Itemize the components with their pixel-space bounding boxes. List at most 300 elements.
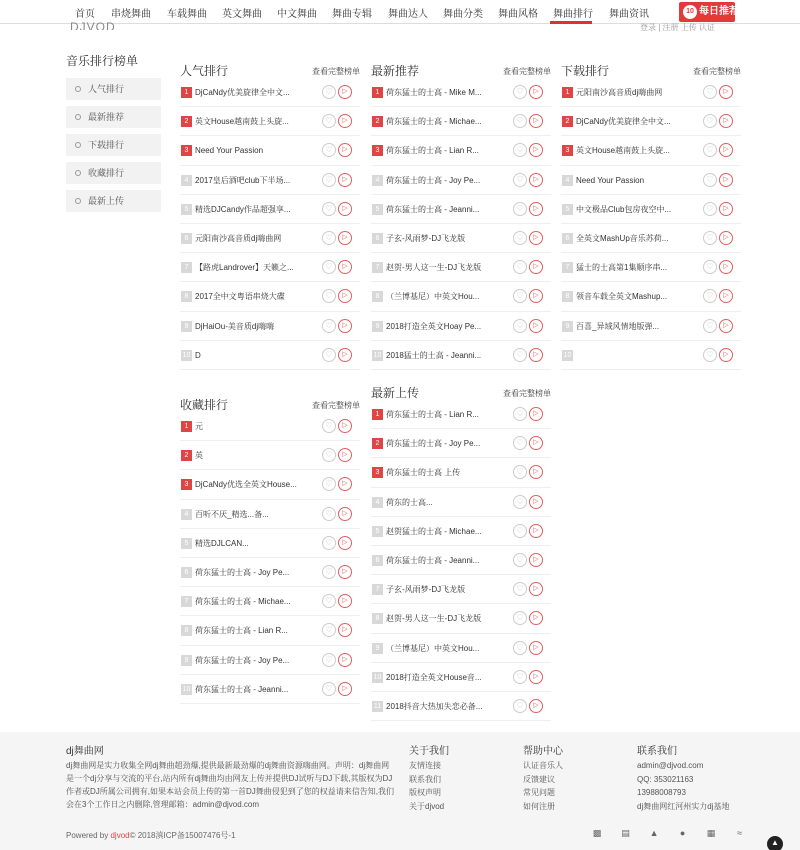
nav-item-style[interactable]: 舞曲风格 <box>498 9 538 20</box>
like-icon[interactable]: ♡ <box>703 114 717 128</box>
rank-badge: 3 <box>372 145 383 156</box>
song-row[interactable] <box>561 224 741 253</box>
song-title[interactable]: Need Your Passion <box>195 146 264 156</box>
like-icon[interactable]: ♡ <box>513 582 527 596</box>
song-title[interactable]: 英文House越南鼓上头旋... <box>576 146 670 156</box>
song-row[interactable] <box>180 441 360 470</box>
like-icon[interactable]: ♡ <box>322 202 336 216</box>
song-row[interactable] <box>371 429 551 458</box>
sidebar-item-upload[interactable] <box>66 190 161 212</box>
song-row[interactable] <box>180 166 360 195</box>
song-title[interactable] <box>576 350 699 361</box>
view-full-list-link[interactable]: 查看完整榜单 <box>503 389 551 398</box>
radio-icon <box>75 142 81 148</box>
rank-badge: 5 <box>181 204 192 215</box>
song-title[interactable]: 元阳南沙高音质dj嗨曲网 <box>195 233 282 243</box>
song-title[interactable]: DjCaNdy优美旋律全中文... <box>195 88 290 97</box>
contact-base: dj舞曲网红河州实力dj基地 <box>637 801 730 811</box>
footer-column-title: 关于我们 <box>409 746 449 757</box>
copyright <box>66 830 236 841</box>
like-icon[interactable]: ♡ <box>703 202 717 216</box>
play-icon[interactable]: ▷ <box>529 85 543 99</box>
footer-help-column <box>523 742 563 813</box>
song-title[interactable]: 2018猛士的士高 - Jeanni... <box>386 350 482 360</box>
song-title[interactable]: 2018打造全英文Hoay Pe... <box>386 321 482 331</box>
rank-badge: 5 <box>181 538 192 549</box>
rank-badge: 2 <box>372 116 383 127</box>
android-icon: ▲ <box>649 828 659 838</box>
view-full-list-link[interactable]: 查看完整榜单 <box>693 67 741 76</box>
song-row[interactable] <box>371 253 551 282</box>
song-row[interactable] <box>180 136 360 165</box>
play-icon[interactable]: ▷ <box>338 202 352 216</box>
song-row[interactable] <box>180 587 360 616</box>
song-title[interactable]: 荷东猛士的士高 - Jeanni... <box>195 684 289 694</box>
play-icon[interactable]: ▷ <box>719 289 733 303</box>
rank-badge: 1 <box>372 87 383 98</box>
song-title[interactable]: 子玄-风雨梦-DJ飞龙版 <box>386 585 466 595</box>
like-icon[interactable]: ♡ <box>513 260 527 274</box>
play-icon[interactable]: ▷ <box>719 348 733 362</box>
song-title[interactable]: 荷东猛士的士高 - Michae... <box>195 597 291 607</box>
radio-icon <box>75 86 81 92</box>
rank-badge: 4 <box>181 509 192 520</box>
like-icon[interactable]: ♡ <box>322 594 336 608</box>
rank-badge: 1 <box>181 421 192 432</box>
play-icon[interactable]: ▷ <box>529 611 543 625</box>
like-icon[interactable]: ♡ <box>513 319 527 333</box>
song-row[interactable] <box>561 78 741 107</box>
like-icon[interactable]: ♡ <box>513 524 527 538</box>
nav-item-car[interactable]: 车载舞曲 <box>167 9 207 20</box>
play-icon[interactable]: ▷ <box>529 465 543 479</box>
rank-badge: 6 <box>181 233 192 244</box>
song-title[interactable]: 荷东猛士的士高 - Joy Pe... <box>386 439 481 449</box>
play-icon[interactable]: ▷ <box>719 260 733 274</box>
play-icon[interactable]: ▷ <box>529 319 543 333</box>
song-row[interactable] <box>371 136 551 165</box>
play-icon[interactable]: ▷ <box>529 231 543 245</box>
nav-item-master[interactable]: 舞曲达人 <box>388 9 428 20</box>
song-title[interactable]: Need Your Passion <box>576 175 645 185</box>
like-icon[interactable]: ♡ <box>322 448 336 462</box>
rank-badge: 9 <box>181 321 192 332</box>
rank-badge: 9 <box>562 321 573 332</box>
song-row[interactable] <box>371 400 551 429</box>
play-icon[interactable]: ▷ <box>529 143 543 157</box>
song-row[interactable] <box>371 692 551 721</box>
view-full-list-link[interactable]: 查看完整榜单 <box>312 67 360 76</box>
song-title[interactable]: 猛士的士高第1集顺序串... <box>576 263 668 273</box>
song-row[interactable] <box>180 282 360 311</box>
play-icon[interactable]: ▷ <box>719 143 733 157</box>
song-title[interactable]: D <box>195 350 201 360</box>
back-to-top-button[interactable]: ▲ <box>767 836 783 850</box>
nav-item-news[interactable]: 舞曲资讯 <box>609 9 649 20</box>
like-icon[interactable]: ♡ <box>322 85 336 99</box>
like-icon[interactable]: ♡ <box>513 611 527 625</box>
song-row[interactable] <box>180 312 360 341</box>
song-row[interactable] <box>180 107 360 136</box>
rank-badge: 2 <box>181 116 192 127</box>
column-header <box>180 58 360 78</box>
like-icon[interactable]: ♡ <box>513 348 527 362</box>
like-icon[interactable]: ♡ <box>513 114 527 128</box>
play-icon[interactable]: ▷ <box>338 682 352 696</box>
column-header <box>371 58 551 78</box>
play-icon[interactable]: ▷ <box>338 594 352 608</box>
song-title[interactable]: DjCaNdy优美旋律全中文... <box>576 117 671 127</box>
song-row[interactable] <box>561 195 741 224</box>
song-row[interactable] <box>371 224 551 253</box>
like-icon[interactable]: ♡ <box>513 670 527 684</box>
play-icon[interactable]: ▷ <box>338 85 352 99</box>
view-full-list-link[interactable]: 查看完整榜单 <box>503 67 551 76</box>
sidebar-item-label: 下载排行 <box>88 140 125 150</box>
like-icon[interactable]: ♡ <box>513 202 527 216</box>
sidebar-item-latest[interactable] <box>66 106 161 128</box>
play-icon[interactable]: ▷ <box>529 202 543 216</box>
song-row[interactable] <box>180 412 360 441</box>
like-icon[interactable]: ♡ <box>322 536 336 550</box>
ranking-column-latest <box>371 58 551 370</box>
like-icon[interactable]: ♡ <box>513 231 527 245</box>
play-icon[interactable]: ▷ <box>719 319 733 333</box>
like-icon[interactable]: ♡ <box>322 173 336 187</box>
song-row[interactable] <box>371 663 551 692</box>
song-row[interactable] <box>371 78 551 107</box>
like-icon[interactable]: ♡ <box>703 231 717 245</box>
song-row[interactable] <box>371 107 551 136</box>
like-icon[interactable]: ♡ <box>322 653 336 667</box>
play-icon[interactable]: ▷ <box>719 173 733 187</box>
song-title[interactable]: 领音车载全英文Mashup... <box>576 292 668 302</box>
site-footer <box>0 732 800 850</box>
song-title[interactable]: 荷东猛士的士高 - Lian R... <box>386 410 479 419</box>
rank-badge: 7 <box>562 262 573 273</box>
play-icon[interactable]: ▷ <box>338 348 352 362</box>
rank-badge: 10 <box>182 351 191 359</box>
song-row[interactable] <box>371 575 551 604</box>
rank-badge: 6 <box>372 233 383 244</box>
song-title[interactable]: 英文House越南鼓上头旋... <box>195 117 289 127</box>
footer-link[interactable]: 常见问题 <box>523 788 555 797</box>
play-icon[interactable]: ▷ <box>338 565 352 579</box>
play-icon[interactable]: ▷ <box>529 582 543 596</box>
song-row[interactable] <box>561 312 741 341</box>
song-title[interactable]: 赵贺-男人这一生-DJ飞龙版 <box>386 263 482 273</box>
play-icon[interactable]: ▷ <box>719 85 733 99</box>
like-icon[interactable]: ♡ <box>322 348 336 362</box>
rank-badge: 8 <box>372 291 383 302</box>
song-row[interactable] <box>371 312 551 341</box>
rank-badge: 4 <box>562 175 573 186</box>
like-icon[interactable]: ♡ <box>322 419 336 433</box>
song-row[interactable] <box>371 341 551 370</box>
song-title[interactable]: 【路虎Landrover】天籁之... <box>195 263 294 273</box>
play-icon[interactable]: ▷ <box>529 114 543 128</box>
play-icon[interactable]: ▷ <box>338 173 352 187</box>
rank-badge: 1 <box>181 87 192 98</box>
like-icon[interactable]: ♡ <box>703 143 717 157</box>
song-title[interactable]: 百听不厌_精选...备... <box>195 509 269 519</box>
like-icon[interactable]: ♡ <box>703 260 717 274</box>
song-title[interactable]: 2017全中文粤语串烧大碟 <box>195 292 285 302</box>
like-icon[interactable]: ♡ <box>703 173 717 187</box>
play-icon[interactable]: ▷ <box>338 319 352 333</box>
song-row[interactable] <box>371 546 551 575</box>
like-icon[interactable]: ♡ <box>322 143 336 157</box>
sidebar-item-label: 最新上传 <box>88 196 125 206</box>
play-icon[interactable]: ▷ <box>529 641 543 655</box>
song-row[interactable] <box>561 282 741 311</box>
play-icon[interactable]: ▷ <box>338 231 352 245</box>
nav-item-album[interactable]: 舞曲专辑 <box>332 9 372 20</box>
song-title[interactable]: 2017皇后酒吧club下半场... <box>195 175 291 185</box>
song-title[interactable]: （兰博基尼）中英文Hou... <box>386 292 480 302</box>
song-row[interactable] <box>180 616 360 645</box>
footer-contact-column <box>637 742 729 813</box>
rank-badge: 3 <box>181 145 192 156</box>
like-icon[interactable]: ♡ <box>513 173 527 187</box>
like-icon[interactable]: ♡ <box>322 231 336 245</box>
song-row[interactable] <box>180 646 360 675</box>
like-icon[interactable]: ♡ <box>322 682 336 696</box>
like-icon[interactable]: ♡ <box>322 507 336 521</box>
song-title[interactable]: 荷东猛士的士高 - Jeanni... <box>386 204 480 214</box>
play-icon[interactable]: ▷ <box>719 231 733 245</box>
play-icon[interactable]: ▷ <box>529 699 543 713</box>
song-title[interactable]: 子玄-风雨梦-DJ飞龙版 <box>386 233 466 243</box>
like-icon[interactable]: ♡ <box>513 699 527 713</box>
song-row[interactable] <box>180 341 360 370</box>
song-row[interactable] <box>371 282 551 311</box>
rank-badge: 6 <box>372 555 383 566</box>
play-icon[interactable]: ▷ <box>338 448 352 462</box>
song-row[interactable] <box>180 470 360 499</box>
song-title[interactable]: 荷东猛士的士高 - Lian R... <box>386 146 479 156</box>
column-header <box>180 392 360 412</box>
sidebar-item-favorite[interactable] <box>66 162 161 184</box>
nav-item-ranking[interactable]: 舞曲排行 <box>553 9 593 20</box>
like-icon[interactable]: ♡ <box>513 436 527 450</box>
song-row[interactable] <box>371 195 551 224</box>
html5-icon: ▩ <box>592 828 602 838</box>
song-row[interactable] <box>371 634 551 663</box>
song-row[interactable] <box>180 529 360 558</box>
rank-badge: 9 <box>372 321 383 332</box>
play-icon[interactable]: ▷ <box>529 348 543 362</box>
rank-badge: 2 <box>562 116 573 127</box>
footer-about-site <box>66 742 396 811</box>
like-icon[interactable]: ♡ <box>513 465 527 479</box>
rank-badge: 1 <box>372 409 383 420</box>
play-icon[interactable]: ▷ <box>338 507 352 521</box>
like-icon[interactable]: ♡ <box>322 319 336 333</box>
nav-item-home[interactable]: 首页 <box>75 9 95 20</box>
rank-badge: 7 <box>372 584 383 595</box>
copyright-prefix: Powered by <box>66 831 111 840</box>
rank-badge: 9 <box>181 655 192 666</box>
sidebar-title: 音乐排行榜单 <box>66 54 139 68</box>
song-title[interactable]: 百喜_异域风情地版弹... <box>576 321 660 331</box>
sidebar-item-popular[interactable] <box>66 78 161 100</box>
header-user-links[interactable]: 登录 | 注册 上传 认证 <box>640 23 715 32</box>
song-title[interactable]: 赵贺猛士的士高 - Michae... <box>386 526 482 536</box>
sidebar-item-download[interactable] <box>66 134 161 156</box>
daily-recommend-label: 每日推荐 <box>699 6 739 17</box>
song-row[interactable] <box>180 500 360 529</box>
contact-email: admin@djvod.com <box>637 761 704 770</box>
play-icon[interactable]: ▷ <box>338 653 352 667</box>
song-title[interactable]: 2018打造全英文House音... <box>386 672 482 682</box>
like-icon[interactable]: ♡ <box>703 289 717 303</box>
play-icon[interactable]: ▷ <box>529 436 543 450</box>
play-icon[interactable]: ▷ <box>529 524 543 538</box>
windows-icon: ▦ <box>706 828 716 838</box>
like-icon[interactable]: ♡ <box>703 85 717 99</box>
play-icon[interactable]: ▷ <box>529 260 543 274</box>
song-title[interactable]: 英 <box>195 451 203 461</box>
play-icon[interactable]: ▷ <box>529 553 543 567</box>
song-row[interactable] <box>561 166 741 195</box>
contact-phone: 13988008793 <box>637 788 686 797</box>
song-title[interactable]: 2018抖音大热加失恋必备... <box>386 701 483 711</box>
play-icon[interactable]: ▷ <box>338 623 352 637</box>
copyright-suffix: © 2018滇ICP备15007476号-1 <box>129 831 236 840</box>
song-row[interactable] <box>371 488 551 517</box>
song-row[interactable] <box>561 341 741 370</box>
like-icon[interactable]: ♡ <box>322 477 336 491</box>
play-icon[interactable]: ▷ <box>719 202 733 216</box>
like-icon[interactable]: ♡ <box>513 495 527 509</box>
nav-item-medley[interactable]: 串烧舞曲 <box>111 9 151 20</box>
song-title[interactable]: 赵贺-男人这一生-DJ飞龙版 <box>386 614 482 624</box>
daily-recommend-button[interactable] <box>679 2 739 22</box>
like-icon[interactable]: ♡ <box>513 641 527 655</box>
song-row[interactable] <box>371 458 551 487</box>
song-title[interactable]: 中文极品Club包房夜空中... <box>576 204 672 214</box>
play-icon[interactable]: ▷ <box>338 477 352 491</box>
ranking-column-download <box>561 58 741 370</box>
nav-item-chinese[interactable]: 中文舞曲 <box>277 9 317 20</box>
song-title[interactable]: DjHaiOu-美音质dj嗨嗨 <box>195 321 275 331</box>
play-icon[interactable]: ▷ <box>529 289 543 303</box>
like-icon[interactable]: ♡ <box>322 114 336 128</box>
rank-badge: 8 <box>181 291 192 302</box>
rank-badge: 10 <box>373 351 382 359</box>
song-title[interactable]: DjCaNdy优选全英文House... <box>195 480 297 490</box>
song-row[interactable] <box>180 195 360 224</box>
song-title[interactable]: 荷东猛士的士高 - Lian R... <box>195 626 288 636</box>
footer-link[interactable]: 联系我们 <box>409 774 441 784</box>
song-title[interactable]: 荷东猛士的士高 - Michae... <box>386 117 482 127</box>
song-title[interactable]: 荷东猛士的士高 - Joy Pe... <box>195 567 290 577</box>
song-row[interactable] <box>561 253 741 282</box>
play-icon[interactable]: ▷ <box>719 114 733 128</box>
like-icon[interactable]: ♡ <box>322 623 336 637</box>
heart-icon: 10 <box>683 5 697 19</box>
song-title[interactable]: 精选DJLCAN... <box>195 538 249 548</box>
play-icon[interactable]: ▷ <box>338 143 352 157</box>
song-row[interactable] <box>180 675 360 704</box>
song-title[interactable]: 荷东的士高... <box>386 497 433 507</box>
like-icon[interactable]: ♡ <box>513 553 527 567</box>
song-title[interactable]: 全英文MashUp音乐苏荷... <box>576 233 669 243</box>
column-title: 人气排行 <box>180 64 229 78</box>
footer-link[interactable]: 版权声明 <box>409 788 441 797</box>
play-icon[interactable]: ▷ <box>338 114 352 128</box>
like-icon[interactable]: ♡ <box>513 143 527 157</box>
play-icon[interactable]: ▷ <box>338 536 352 550</box>
play-icon[interactable]: ▷ <box>529 670 543 684</box>
song-row[interactable] <box>371 517 551 546</box>
like-icon[interactable]: ♡ <box>513 407 527 421</box>
play-icon[interactable]: ▷ <box>529 495 543 509</box>
nav-item-category[interactable]: 舞曲分类 <box>443 9 483 20</box>
footer-link[interactable]: 反馈建议 <box>523 774 555 784</box>
like-icon[interactable]: ♡ <box>322 289 336 303</box>
play-icon[interactable]: ▷ <box>338 260 352 274</box>
rank-badge: 3 <box>372 467 383 478</box>
song-title[interactable]: 精选DJCandy作品超强享... <box>195 204 291 214</box>
song-title[interactable]: 荷东猛士的士高 上传 <box>386 468 461 478</box>
song-title[interactable]: 荷东猛士的士高 - Mike M... <box>386 88 482 97</box>
footer-link[interactable]: 关于djvod <box>409 801 445 811</box>
song-row[interactable] <box>371 166 551 195</box>
play-icon[interactable]: ▷ <box>529 407 543 421</box>
like-icon[interactable]: ♡ <box>513 85 527 99</box>
like-icon[interactable]: ♡ <box>703 319 717 333</box>
song-row[interactable] <box>561 107 741 136</box>
rank-badge: 10 <box>373 673 382 681</box>
top-nav <box>0 0 800 24</box>
ranking-column-upload <box>371 380 551 721</box>
footer-link[interactable]: 友情连接 <box>409 761 441 770</box>
song-title[interactable]: 荷东猛士的士高 - Joy Pe... <box>195 655 290 665</box>
sidebar-item-label: 最新推荐 <box>88 112 125 122</box>
radio-icon <box>75 114 81 120</box>
apple-icon: ● <box>679 828 686 838</box>
like-icon[interactable]: ♡ <box>322 565 336 579</box>
like-icon[interactable]: ♡ <box>322 260 336 274</box>
like-icon[interactable]: ♡ <box>703 348 717 362</box>
nav-item-english[interactable]: 英文舞曲 <box>222 9 262 20</box>
footer-link[interactable]: 如何注册 <box>523 801 555 811</box>
song-title[interactable]: 元阳南沙高音质dj嗨曲网 <box>576 88 663 97</box>
footer-link[interactable]: 认证音乐人 <box>523 761 563 770</box>
rank-badge: 8 <box>372 613 383 624</box>
site-logo[interactable]: DJVOD <box>70 20 116 30</box>
song-row[interactable] <box>180 224 360 253</box>
like-icon[interactable]: ♡ <box>513 289 527 303</box>
song-title[interactable]: （兰博基尼）中英文Hou... <box>386 643 480 653</box>
song-title[interactable]: 荷东猛士的士高 - Joy Pe... <box>386 175 481 185</box>
song-row[interactable] <box>180 558 360 587</box>
song-row[interactable] <box>561 136 741 165</box>
play-icon[interactable]: ▷ <box>338 289 352 303</box>
song-title[interactable]: 元 <box>195 422 203 431</box>
song-row[interactable] <box>180 253 360 282</box>
play-icon[interactable]: ▷ <box>529 173 543 187</box>
copyright-brand-link[interactable]: djvod <box>110 831 130 840</box>
song-title[interactable]: 荷东猛士的士高 - Jeanni... <box>386 555 480 565</box>
song-row[interactable] <box>371 604 551 633</box>
footer-icons <box>592 828 761 838</box>
play-icon[interactable]: ▷ <box>338 419 352 433</box>
view-full-list-link[interactable]: 查看完整榜单 <box>312 401 360 410</box>
song-row[interactable] <box>180 78 360 107</box>
